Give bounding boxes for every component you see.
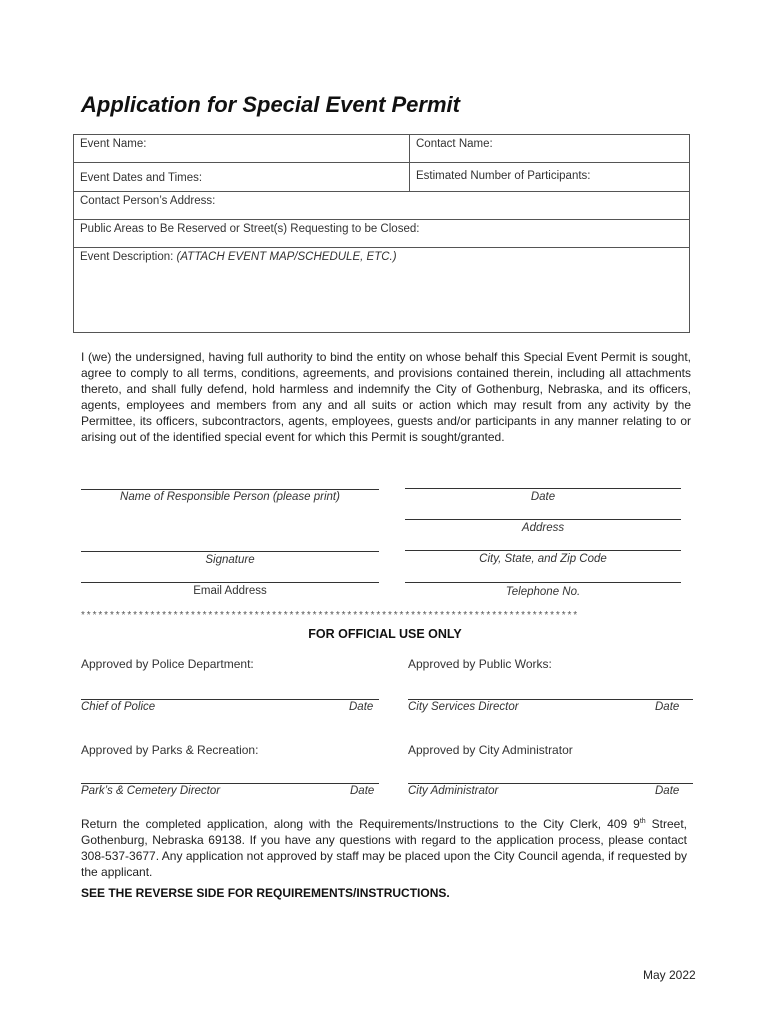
official-use-heading: FOR OFFICIAL USE ONLY	[308, 627, 462, 641]
event-description-note: (ATTACH EVENT MAP/SCHEDULE, ETC.)	[176, 251, 397, 263]
city-services-line[interactable]	[408, 699, 693, 700]
city-state-zip-label: City, State, and Zip Code	[479, 553, 607, 565]
responsible-person-label: Name of Responsible Person (please print)	[120, 491, 340, 503]
parks-date-label: Date	[350, 785, 375, 797]
event-dates-label: Event Dates and Times:	[80, 172, 203, 184]
city-admin-date-label: Date	[655, 785, 680, 797]
public-areas-field[interactable]	[74, 220, 689, 247]
separator-asterisks: **************************************************************************************	[81, 610, 580, 621]
email-label: Email Address	[193, 585, 267, 597]
signature-label: Signature	[205, 554, 255, 566]
form-row	[74, 192, 689, 220]
parks-director-line[interactable]	[81, 783, 379, 784]
event-description-field[interactable]	[74, 248, 689, 332]
event-dates-field[interactable]	[74, 163, 410, 191]
police-date-label: Date	[349, 701, 374, 713]
parks-director-label: Park’s & Cemetery Director	[81, 785, 221, 797]
address-line[interactable]	[405, 519, 681, 520]
email-line[interactable]	[81, 582, 379, 583]
city-administrator-line[interactable]	[408, 783, 693, 784]
city-admin-approval-label: Approved by City Administrator	[408, 743, 573, 757]
reverse-side-note: SEE THE REVERSE SIDE FOR REQUIREMENTS/INSTRUCTIONS.	[81, 886, 450, 900]
form-row	[74, 220, 689, 248]
chief-of-police-line[interactable]	[81, 699, 379, 700]
application-form-table	[73, 134, 690, 333]
indemnification-paragraph: I (we) the undersigned, having full authority to bind the entity on whose behalf this Special Event Permit is sought, agree to comply to all terms, conditions, agreements, and provisions contained therein, including all attachments thereto, and shall fully defend, hold harmless and indemnify the City of Gothenburg, Nebraska, and its officers, agents, employees and members from any and all suits or action which may result from any activity by the Permittee, its officers, subcontractors, agents, employees, guests and/or participants in any manner relating to or arising out of the identified special event for which this Permit is sought/granted.	[81, 350, 691, 444]
return-instructions-part2: Street, Gothenburg, Nebraska 69138. If you have any questions with regard to the application process, please contact 308-537-3677. Any application not approved by staff may be placed upon the City Council agenda, if requested by the applicant.	[81, 817, 687, 879]
responsible-person-line[interactable]	[81, 489, 379, 490]
parks-approval-label: Approved by Parks & Recreation:	[81, 743, 259, 757]
contact-address-label: Contact Person’s Address:	[80, 195, 216, 207]
contact-address-field[interactable]	[74, 192, 689, 219]
telephone-label: Telephone No.	[505, 586, 581, 598]
event-name-field[interactable]	[74, 135, 410, 162]
police-approval-label: Approved by Police Department:	[81, 657, 254, 671]
telephone-line[interactable]	[405, 582, 681, 583]
form-row	[74, 248, 689, 332]
participants-field[interactable]	[410, 163, 689, 191]
city-state-zip-line[interactable]	[405, 550, 681, 551]
public-works-date-label: Date	[655, 701, 680, 713]
contact-name-label: Contact Name:	[416, 138, 493, 150]
participants-label: Estimated Number of Participants:	[416, 170, 591, 182]
event-name-label: Event Name:	[80, 138, 147, 150]
chief-of-police-label: Chief of Police	[81, 701, 156, 713]
city-administrator-label: City Administrator	[408, 785, 499, 797]
address-label: Address	[521, 522, 565, 534]
page-title: Application for Special Event Permit	[81, 92, 460, 117]
date-label: Date	[530, 491, 556, 503]
footer-date: May 2022	[643, 968, 696, 982]
form-row	[74, 135, 689, 163]
return-instructions	[81, 814, 687, 880]
ordinal-suffix: th	[639, 818, 646, 825]
city-services-director-label: City Services Director	[408, 701, 519, 713]
contact-name-field[interactable]	[410, 135, 689, 162]
date-line[interactable]	[405, 488, 681, 489]
return-instructions-part1: Return the completed application, along with the Requirements/Instructions to the City Clerk, 409 9	[81, 817, 640, 831]
form-row	[74, 163, 689, 192]
public-works-approval-label: Approved by Public Works:	[408, 657, 552, 671]
public-areas-label: Public Areas to Be Reserved or Street(s) Requesting to be Closed:	[80, 223, 420, 235]
event-description-label: Event Description:	[80, 251, 174, 263]
signature-line[interactable]	[81, 551, 379, 552]
